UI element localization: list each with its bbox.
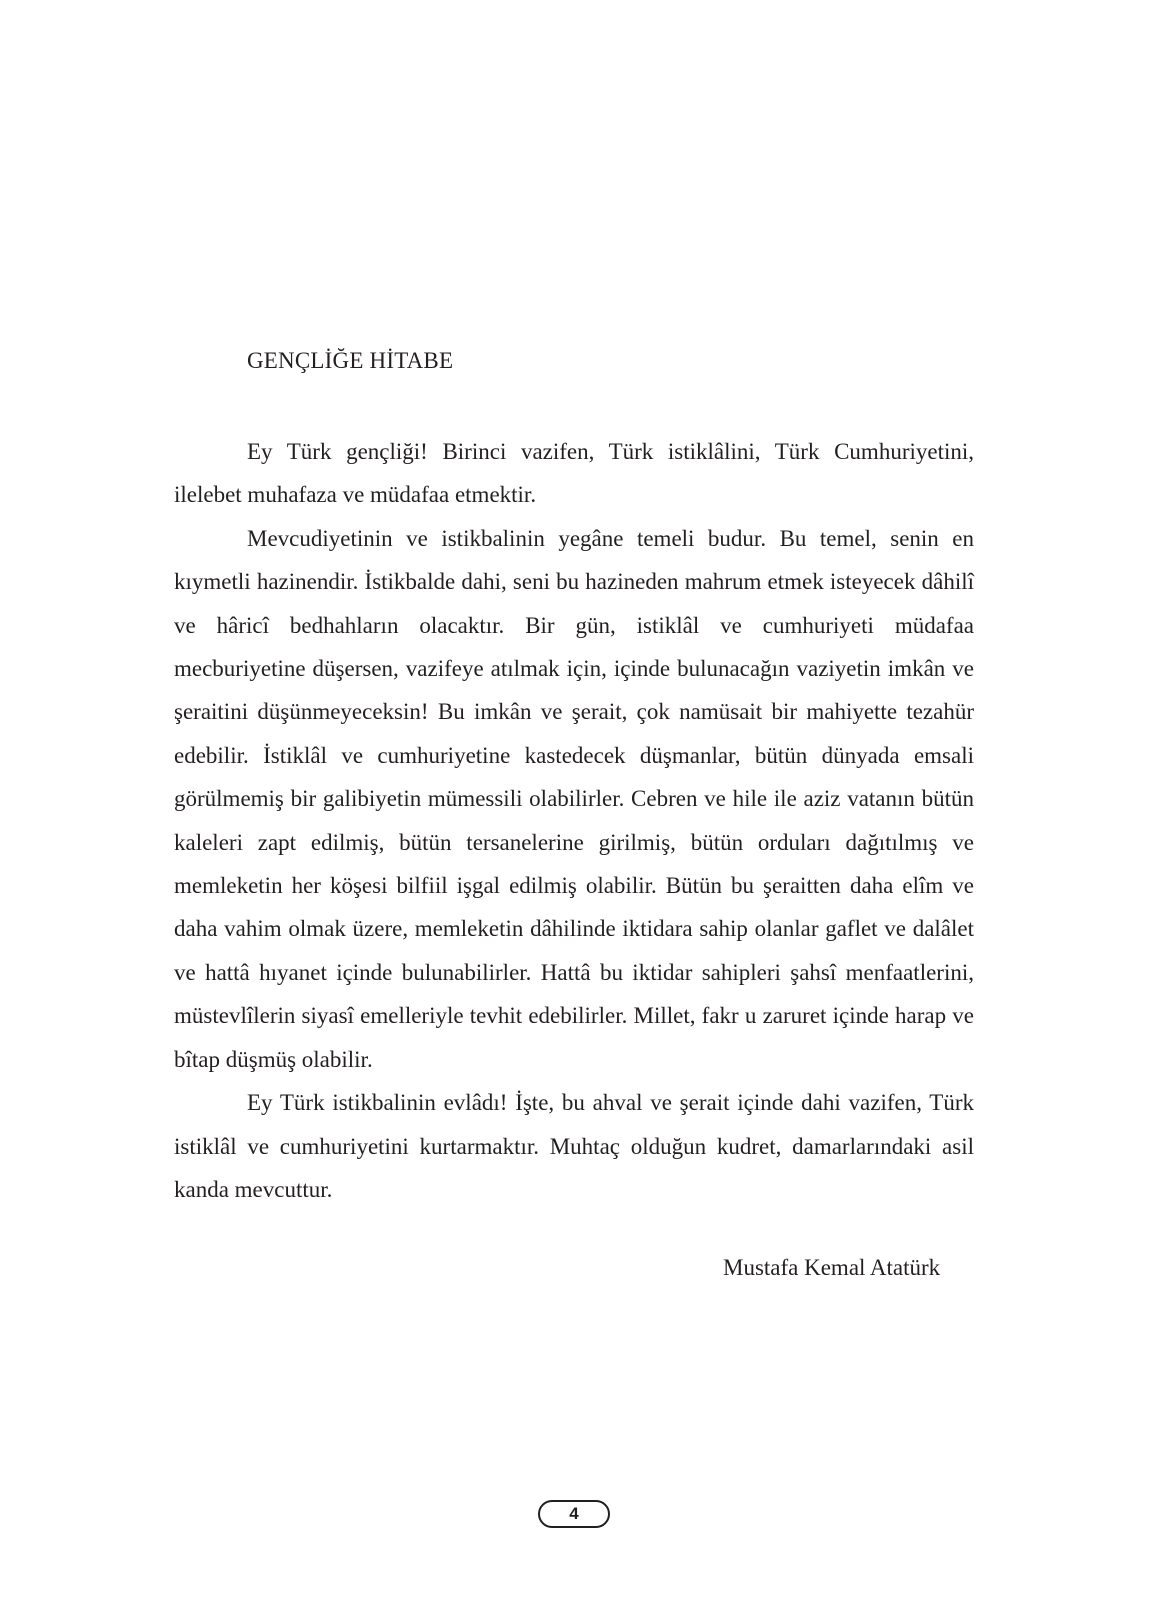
page-number-badge: 4 (538, 1500, 610, 1528)
paragraph: Mevcudiyetinin ve istikbalinin yegâne temeli budur. Bu temel, senin en kıymetli hazinendir. İstikbalde dahi, seni bu hazineden mahrum etmek isteyecek dâhilî ve hâricî bedhahların olacaktır. Bir gün, istiklâl ve cumhuriyeti müdafaa mecburiyetine düşersen, vazifeye atılmak için, içinde bulunacağın vaziyetin imkân ve şeraitini düşünmeyeceksin! Bu imkân ve şerait, çok namüsait bir mahiyette tezahür edebilir. İstiklâl ve cumhuriyetine kastedecek düşmanlar, bütün dünyada emsali görülmemiş bir galibiyetin mümessili olabilirler. Cebren ve hile ile aziz vatanın bütün kaleleri zapt edilmiş, bütün tersanelerine girilmiş, bütün orduları dağıtılmış ve memleketin her köşesi bilfiil işgal edilmiş olabilir. Bütün bu şeraitten daha elîm ve daha vahim olmak üzere, memleketin dâhilinde iktidara sahip olanlar gaflet ve dalâlet ve hattâ hıyanet içinde bulunabilirler. Hattâ bu iktidar sahipleri şahsî menfaatlerini, müstevlîlerin siyasî emelleriyle tevhit edebilirler. Millet, fakr u zaruret içinde harap ve bîtap düşmüş olabilir. (174, 525, 974, 1072)
page-title: GENÇLİĞE HİTABE (247, 348, 454, 373)
paragraph: Ey Türk istikbalinin evlâdı! İşte, bu ahval ve şerait içinde dahi vazifen, Türk istiklâl ve cumhuriyetini kurtarmaktır. Muhtaç olduğun kudret, damarlarındaki asil kanda mevcuttur. (174, 1090, 974, 1202)
paragraph: Ey Türk gençliği! Birinci vazifen, Türk istiklâlini, Türk Cumhuriyetini, ilelebet muhafaza ve müdafaa etmektir. (174, 439, 974, 508)
document-body (174, 430, 974, 1211)
author-signature: Mustafa Kemal Atatürk (723, 1255, 941, 1280)
